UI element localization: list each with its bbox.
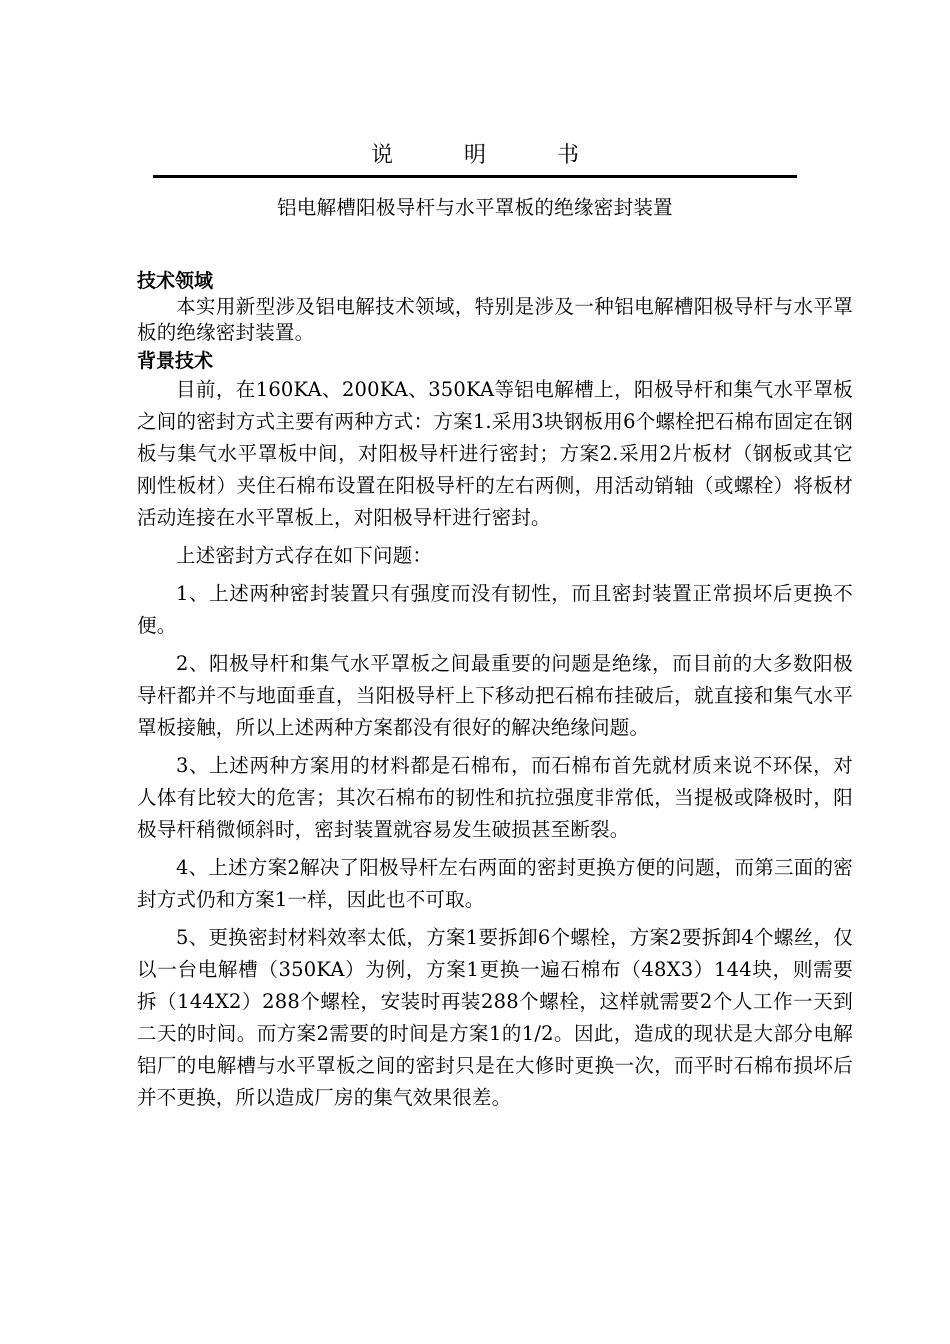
paragraph-problem-1: 1、上述两种密封装置只有强度而没有韧性，而且密封装置正常损坏后更换不便。 [137, 582, 853, 637]
paragraph-problem-5: 5、更换密封材料效率太低，方案1要拆卸6个螺栓，方案2要拆卸4个螺丝，仅以一台电解槽（350KA）为例，方案1更换一遍石棉布（48X3）144块，则需要拆（144X2）288个螺栓，安装时再装288个螺栓，这样就需要2个人工作一天到二天的时间。而方案2需要的时间是方案1的1/2。因此，造成的现状是大部分电解铝厂的电解槽与水平罩板之间的密封只是在大修时更换一次，而平时石棉布损坏后并不更换，所以造成厂房的集气效果很差。 [137, 926, 853, 1109]
document-body [137, 268, 853, 1114]
paragraph-problem-2: 2、阳极导杆和集气水平罩板之间最重要的问题是绝缘，而目前的大多数阳极导杆都并不与地面垂直，当阳极导杆上下移动把石棉布挂破后，就直接和集气水平罩板接触，所以上述两种方案都没有很好的解决绝缘问题。 [137, 652, 853, 739]
paragraph-background-1: 目前，在160KA、200KA、350KA等铝电解槽上，阳极导杆和集气水平罩板之间的密封方式主要有两种方式：方案1.采用3块钢板用6个螺栓把石棉布固定在钢板与集气水平罩板中间，对阳极导杆进行密封；方案2.采用2片板材（钢板或其它刚性板材）夹住石棉布设置在阳极导杆的左右两侧，用活动销轴（或螺栓）将板材活动连接在水平罩板上，对阳极导杆进行密封。 [137, 378, 853, 529]
invention-title: 铝电解槽阳极导杆与水平罩板的绝缘密封装置 [276, 196, 673, 219]
document-title: 说 明 书 [371, 143, 611, 168]
title-divider [153, 175, 797, 178]
paragraph-technical-field: 本实用新型涉及铝电解技术领域，特别是涉及一种铝电解槽阳极导杆与水平罩板的绝缘密封装置。 [137, 295, 853, 344]
paragraph-background-2: 上述密封方式存在如下问题： [176, 544, 433, 567]
paragraph-problem-4: 4、上述方案2解决了阳极导杆左右两面的密封更换方便的问题，而第三面的密封方式仍和方案1一样，因此也不可取。 [137, 856, 853, 911]
section-heading-background: 背景技术 [137, 350, 214, 372]
section-heading-technical-field: 技术领域 [137, 270, 214, 292]
paragraph-problem-3: 3、上述两种方案用的材料都是石棉布，而石棉布首先就材质来说不环保，对人体有比较大的危害；其次石棉布的韧性和抗拉强度非常低，当提极或降极时，阳极导杆稍微倾斜时，密封装置就容易发生破损甚至断裂。 [137, 754, 853, 841]
